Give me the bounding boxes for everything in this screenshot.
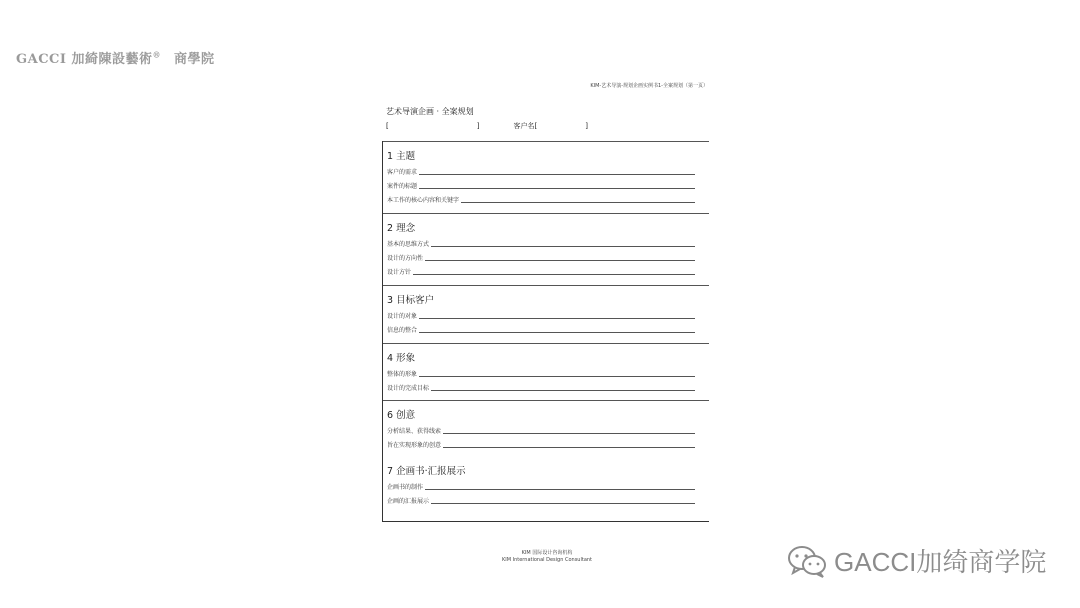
row-label: 基本的思维方式 <box>387 241 430 248</box>
field-open-bracket: [ <box>386 122 389 130</box>
row-label: 案件的标题 <box>387 183 418 190</box>
row-label: 信息的整合 <box>387 327 418 334</box>
footer-line-cn: KIM 国际设计咨询机构 <box>521 550 573 556</box>
brand-watermark-bottom <box>786 542 1046 579</box>
form-row[interactable] <box>387 421 695 435</box>
section-title: 4 形象 <box>387 353 416 364</box>
section-title: 2 理念 <box>387 223 416 234</box>
form-row[interactable] <box>387 176 695 190</box>
section-title: 3 目标客户 <box>387 295 435 306</box>
row-label: 客户的需求 <box>387 169 418 176</box>
section-title: 7 企画书·汇报展示 <box>387 466 466 477</box>
section-target-customer <box>383 285 709 334</box>
form-row[interactable] <box>387 234 695 248</box>
client-name-label: 客户名[ <box>513 122 538 130</box>
form-row[interactable] <box>387 435 695 449</box>
brand-name: GACCI 加綺陳設藝術 <box>16 52 153 67</box>
row-label: 设计方针 <box>387 269 412 276</box>
section-concept <box>383 213 709 276</box>
registered-mark: ® <box>152 49 161 60</box>
row-label: 设计的方向性 <box>387 255 424 262</box>
section-proposal <box>383 457 709 505</box>
row-label: 设计的完成目标 <box>387 385 430 392</box>
row-label: 企画的汇报展示 <box>387 498 430 505</box>
footer-line-en: KIM International Design Consultant <box>501 557 593 563</box>
client-name-close: ] <box>585 122 588 130</box>
form-row[interactable] <box>387 364 695 378</box>
section-title: 6 创意 <box>387 410 416 421</box>
brand-subtitle: 商學院 <box>174 52 215 67</box>
brand-watermark-text: GACCI加绮商学院 <box>834 547 1047 577</box>
form-row[interactable] <box>387 306 695 320</box>
row-label: 本工作的核心内容和关键字 <box>387 197 460 204</box>
form-row[interactable] <box>387 262 695 276</box>
form-row[interactable] <box>387 162 695 176</box>
form-row[interactable] <box>387 320 695 334</box>
section-title: 1 主题 <box>387 151 416 162</box>
wechat-icon <box>786 543 828 579</box>
row-label: 设计的对象 <box>387 313 418 320</box>
document-fields <box>386 121 588 131</box>
document-title: 艺术导演企画 · 全案规划 <box>386 107 474 116</box>
row-label: 分析结果、获得线索 <box>387 428 442 435</box>
document-footer <box>492 550 602 564</box>
form-row[interactable] <box>387 477 695 491</box>
document-header-note: KIM-艺术导演-规划企画实例书1-全案规划（第一页） <box>590 83 708 89</box>
form-row[interactable] <box>387 248 695 262</box>
form-body <box>382 141 709 522</box>
section-image <box>383 343 709 392</box>
form-row[interactable] <box>387 190 695 204</box>
field-close-bracket: ] <box>476 122 480 130</box>
planning-form-document <box>372 76 708 522</box>
form-row[interactable] <box>387 491 695 505</box>
row-label: 企画书的制作 <box>387 484 424 491</box>
form-row[interactable] <box>387 378 695 392</box>
brand-logo-top <box>16 48 215 67</box>
row-label: 旨在实现形象的创意 <box>387 442 442 449</box>
row-label: 整体的形象 <box>387 371 418 378</box>
section-theme <box>383 141 709 204</box>
section-creative <box>383 400 709 449</box>
